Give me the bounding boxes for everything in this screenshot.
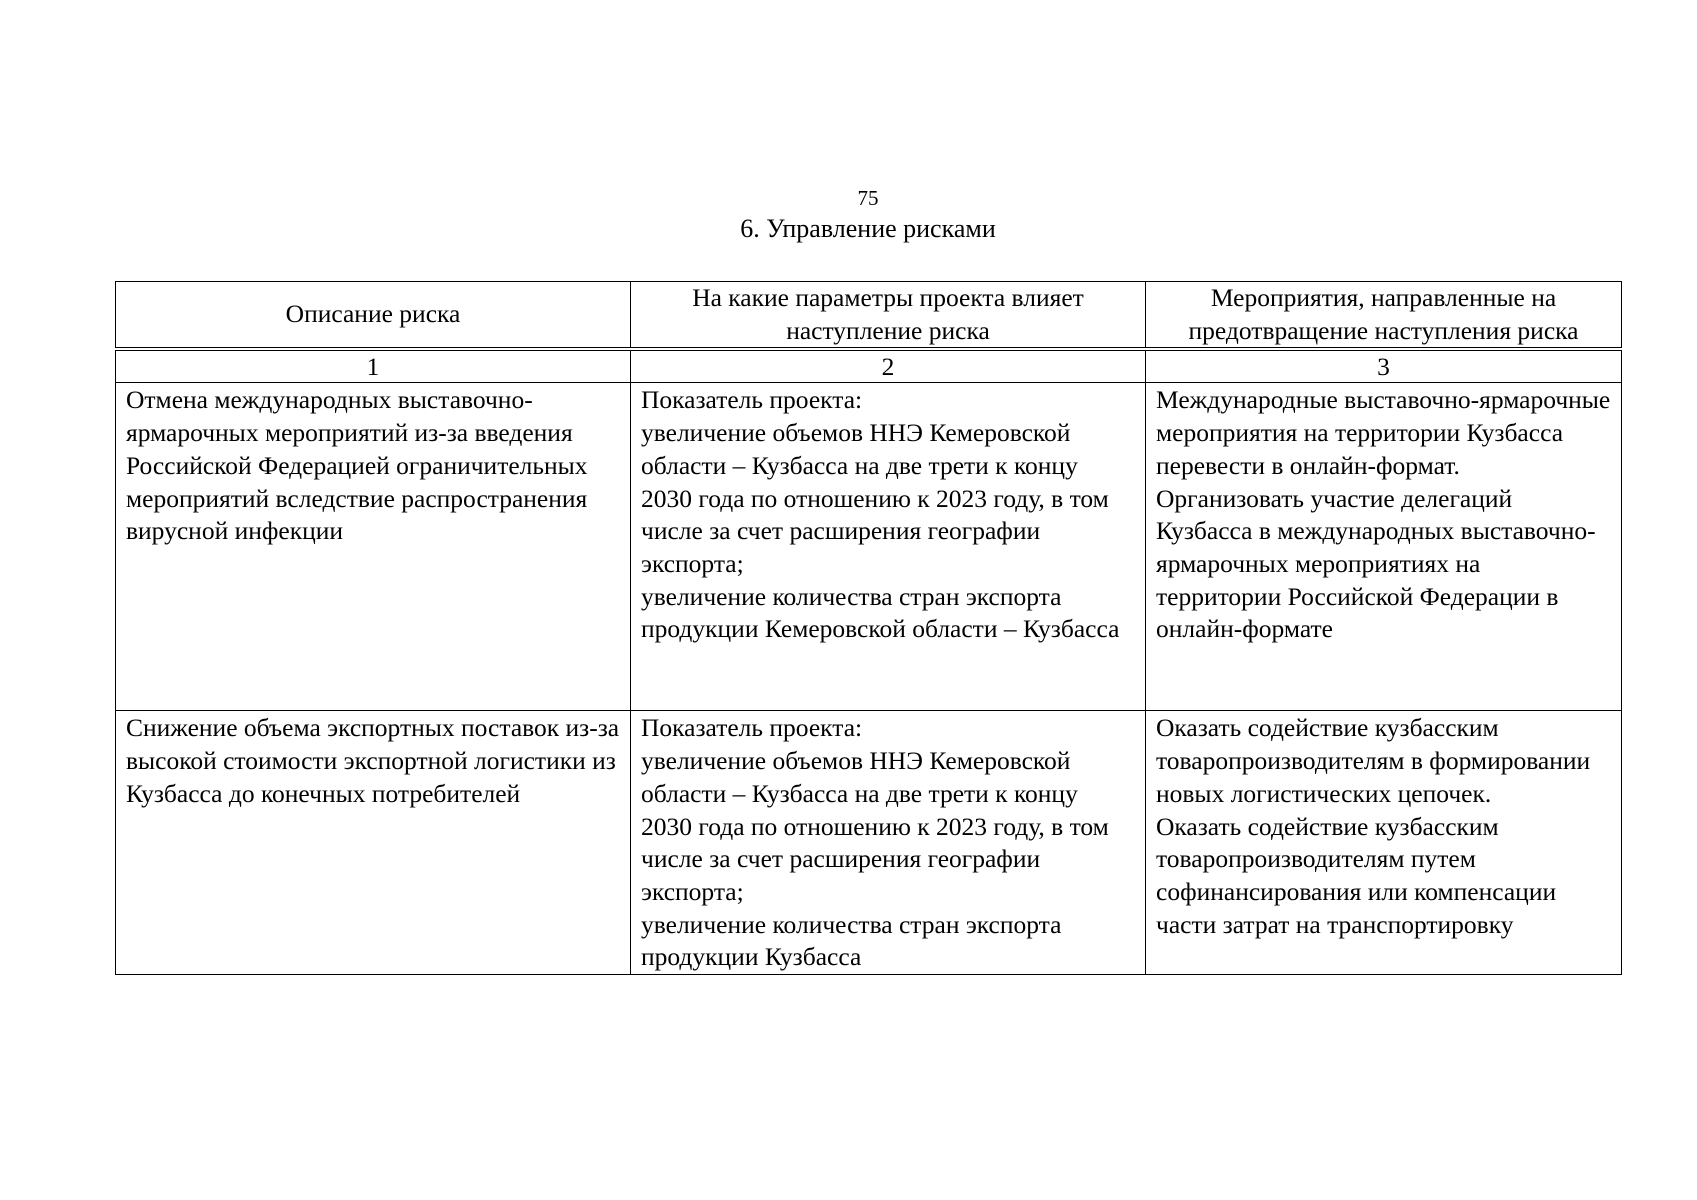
table-header-row [116, 282, 1622, 350]
header-prevention-measures: Мероприятия, направленные на предотвращение наступления риска [1146, 282, 1622, 350]
risk-description-cell: Отмена международных выставочно-ярмарочных мероприятий из-за введения Российской Федерацией ограничительных мероприятий вследствие распространения вирусной инфекции [116, 383, 631, 711]
affected-parameters-cell: Показатель проекта: увеличение объемов ННЭ Кемеровской области – Кузбасса на две трети к концу 2030 года по отношению к 2023 году, в том числе за счет расширения географии экспорта; увеличение количества стран экспорта продукции Кемеровской области – Кузбасса [631, 383, 1146, 711]
risk-description-cell: Снижение объема экспортных поставок из-за высокой стоимости экспортной логистики из Кузбасса до конечных потребителей [116, 711, 631, 975]
affected-parameters-cell: Показатель проекта: увеличение объемов ННЭ Кемеровской области – Кузбасса на две трети к концу 2030 года по отношению к 2023 году, в том числе за счет расширения географии экспорта; увеличение количества стран экспорта продукции Кузбасса [631, 711, 1146, 975]
table-row [116, 711, 1622, 975]
header-affected-parameters: На какие параметры проекта влияет наступление риска [631, 282, 1146, 350]
risk-management-table [115, 281, 1622, 975]
column-number: 1 [116, 349, 631, 383]
section-title: 6. Управление рисками [740, 214, 996, 243]
column-number: 3 [1146, 349, 1622, 383]
table-row [116, 383, 1622, 711]
page-number: 75 [857, 186, 879, 210]
prevention-measures-cell: Оказать содействие кузбасским товаропроизводителям в формировании новых логистических цепочек. Оказать содействие кузбасским товаропроизводителям путем софинансирования или компенсации части затрат на транспортировку [1146, 711, 1622, 975]
column-number: 2 [631, 349, 1146, 383]
header-risk-description: Описание риска [116, 282, 631, 350]
prevention-measures-cell: Международные выставочно-ярмарочные мероприятия на территории Кузбасса перевести в онлайн-формат. Организовать участие делегаций Кузбасса в международных выставочно-ярмарочных мероприятиях на территории Российской Федерации в онлайн-формате [1146, 383, 1622, 711]
column-number-row [116, 349, 1622, 383]
